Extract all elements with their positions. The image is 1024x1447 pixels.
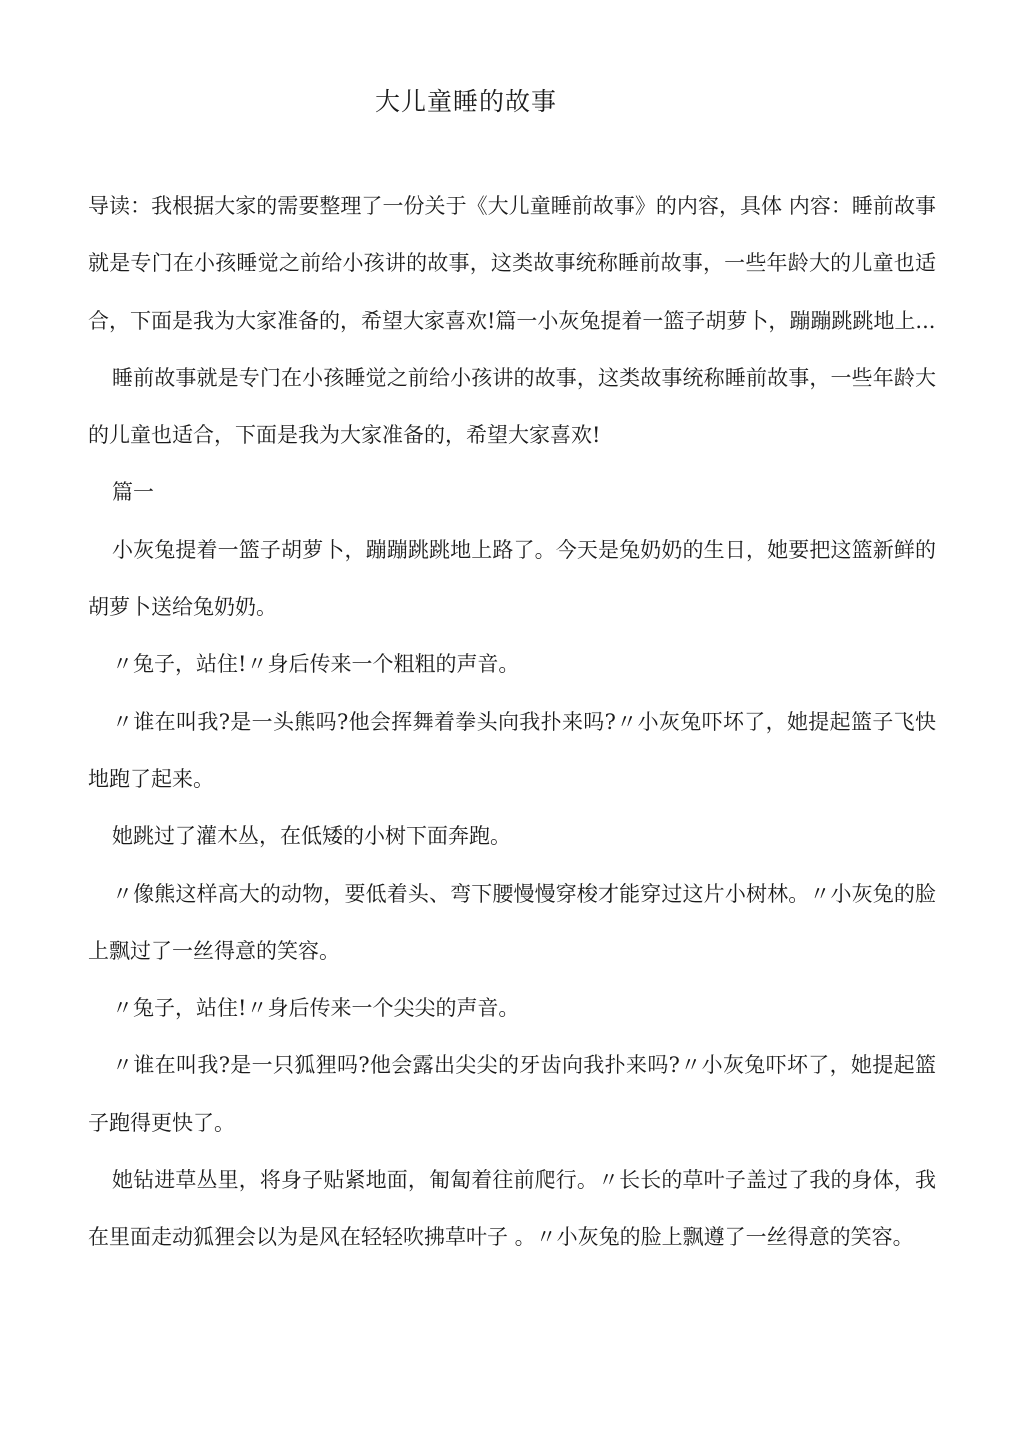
intro-paragraph: 导读：我根据大家的需要整理了一份关于《大儿童睡前故事》的内容，具体 内容：睡前故事就是专门在小孩睡觉之前给小孩讲的故事，这类故事统称睡前故事，一些年龄大的儿童也适合，下面是我为大家准备的，希望大家喜欢!篇一小灰兔提着一篮子胡萝卜，蹦蹦跳跳地上...	[88, 194, 936, 333]
body-paragraph: 〃像熊这样高大的动物，要低着头、弯下腰慢慢穿梭才能穿过这片小树林。〃小灰兔的脸上飘过了一丝得意的笑容。	[88, 881, 936, 963]
document-body	[88, 178, 936, 1267]
body-paragraph: 她跳过了灌木丛，在低矮的小树下面奔跑。	[112, 824, 511, 849]
body-paragraph: 〃兔子，站住!〃身后传来一个尖尖的声音。	[112, 996, 520, 1021]
body-paragraph: 〃谁在叫我?是一头熊吗?他会挥舞着拳头向我扑来吗?〃小灰兔吓坏了，她提起篮子飞快地跑了起来。	[88, 709, 936, 791]
section-heading: 篇一	[112, 480, 154, 505]
body-paragraph: 〃谁在叫我?是一只狐狸吗?他会露出尖尖的牙齿向我扑来吗?〃小灰兔吓坏了，她提起篮子跑得更快了。	[88, 1053, 936, 1135]
body-paragraph: 小灰兔提着一篮子胡萝卜，蹦蹦跳跳地上路了。今天是兔奶奶的生日，她要把这篮新鲜的胡萝卜送给兔奶奶。	[88, 537, 936, 620]
body-paragraph: 睡前故事就是专门在小孩睡觉之前给小孩讲的故事，这类故事统称睡前故事，一些年龄大的儿童也适合，下面是我为大家准备的，希望大家喜欢!	[88, 365, 936, 448]
body-paragraph: 她钻进草丛里，将身子贴紧地面，匍匐着往前爬行。〃长长的草叶子盖过了我的身体，我在里面走动狐狸会以为是风在轻轻吹拂草叶子 。〃小灰兔的脸上飘遵了一丝得意的笑容。	[88, 1168, 936, 1250]
document-title: 大儿童睡的故事	[374, 87, 557, 116]
body-paragraph: 〃兔子，站住!〃身后传来一个粗粗的声音。	[112, 652, 520, 677]
